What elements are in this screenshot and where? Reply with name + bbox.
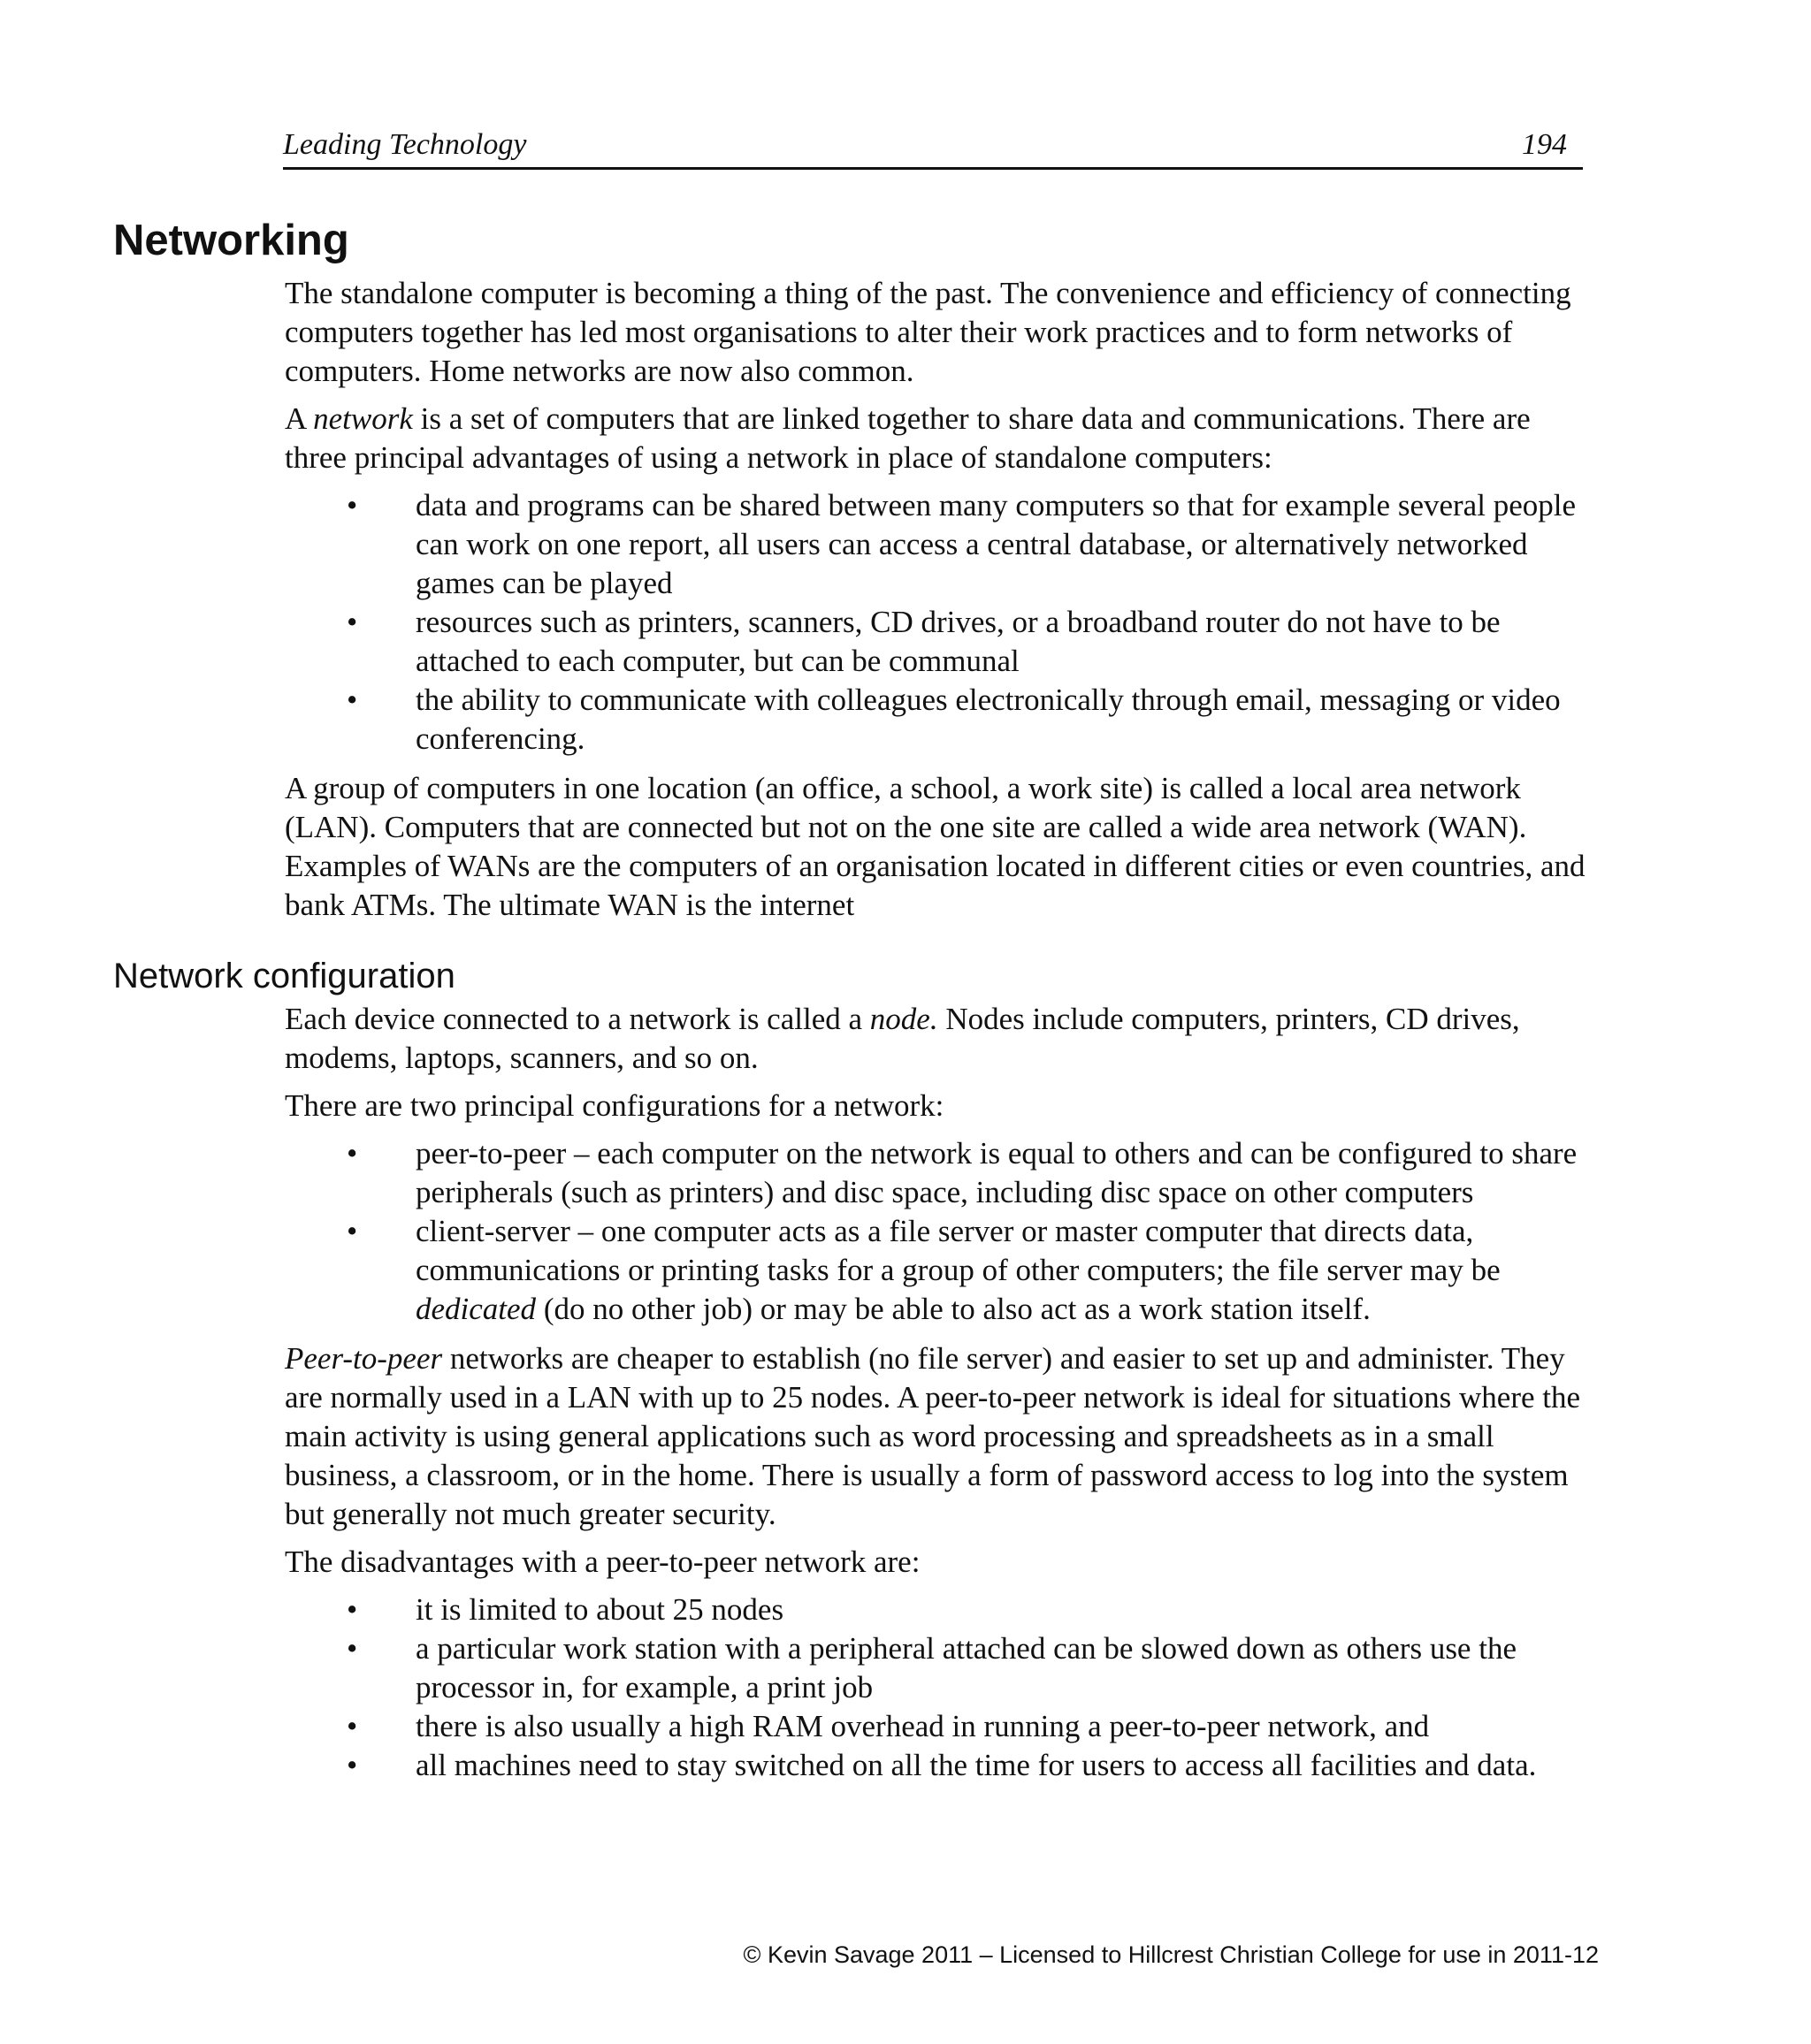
page-number: 194	[1522, 128, 1567, 161]
network-definition-paragraph: A network is a set of computers that are linked together to share data and communications. There are three principal advantages of using a network in place of standalone computers:	[285, 401, 1531, 475]
node-paragraph: Each device connected to a network is called a node. Nodes include computers, printers, CD drives, modems, laptops, scanners, and so on.	[285, 1002, 1520, 1075]
disadvantages-intro: The disadvantages with a peer-to-peer network are:	[285, 1544, 921, 1579]
running-header	[283, 128, 1583, 170]
section-body	[285, 274, 1593, 934]
list-item: • all machines need to stay switched on all the time for users to access all facilities and data.	[285, 1746, 1593, 1785]
list-item: • a particular work station with a peripheral attached can be slowed down as others use the processor in, for example, a print job	[347, 1631, 1517, 1705]
term-node: node.	[869, 1002, 938, 1036]
list-item: • data and programs can be shared between many computers so that for example several people can work on one report, all users can access a central database, or alternatively networked games can be played	[347, 488, 1576, 600]
copyright-footer: © Kevin Savage 2011 – Licensed to Hillcrest Christian College for use in 2011-12	[743, 1941, 1599, 1968]
list-item: • resources such as printers, scanners, CD drives, or a broadband router do not have to be attached to each computer, but can be communal	[347, 605, 1501, 678]
disadvantages-list	[285, 1590, 1593, 1785]
term-peer-to-peer: Peer-to-peer	[285, 1341, 443, 1376]
bullet: •	[347, 1214, 358, 1248]
bullet: •	[347, 1592, 358, 1627]
section-heading: Networking	[113, 217, 349, 264]
bullet: •	[347, 488, 358, 522]
bullet: •	[347, 1709, 358, 1743]
list-item: • peer-to-peer – each computer on the network is equal to others and can be configured to share peripherals (such as printers) and disc space, including disc space on other computers	[347, 1136, 1578, 1209]
configurations-list	[285, 1134, 1593, 1329]
bullet: •	[347, 605, 358, 639]
subsection-body	[285, 1000, 1593, 1796]
intro-paragraph: The standalone computer is becoming a thing of the past. The convenience and efficiency of connecting computers together has led most organisations to alter their work practices and to form networks of computers. Home networks are now also common.	[285, 276, 1571, 388]
lan-wan-paragraph: A group of computers in one location (an office, a school, a work site) is called a local area network (LAN). Computers that are connected but not on the one site are called a wide area network (WAN). Examples of WANs are the computers of an organisation located in different cities or even countries, and bank ATMs. The ultimate WAN is the internet	[285, 771, 1586, 922]
peer-to-peer-paragraph: Peer-to-peer networks are cheaper to establish (no file server) and easier to set up and administer. They are normally used in a LAN with up to 25 nodes. A peer-to-peer network is ideal for situations where the main activity is using general applications such as word processing and spreadsheets as in a small business, a classroom, or in the home. There is usually a form of password access to log into the system but generally not much greater security.	[285, 1341, 1581, 1531]
bullet: •	[347, 1631, 358, 1666]
bullet: •	[347, 1136, 358, 1171]
advantages-list	[285, 486, 1593, 759]
list-item: • the ability to communicate with colleagues electronically through email, messaging or video conferencing.	[347, 683, 1561, 756]
bullet: •	[347, 1748, 358, 1782]
configurations-intro: There are two principal configurations for a network:	[285, 1088, 944, 1123]
list-item: • it is limited to about 25 nodes	[285, 1590, 1593, 1629]
list-item: • client-server – one computer acts as a file server or master computer that directs data, communications or printing tasks for a group of other computers; the file server may be dedicated (do no other job) or may be able to also act as a work station itself.	[347, 1214, 1501, 1326]
bullet: •	[347, 683, 358, 717]
book-title: Leading Technology	[283, 128, 527, 161]
subsection-heading: Network configuration	[113, 957, 455, 995]
term-network: network	[313, 401, 413, 436]
list-item: • there is also usually a high RAM overhead in running a peer-to-peer network, and	[285, 1707, 1593, 1746]
term-dedicated: dedicated	[416, 1292, 537, 1326]
